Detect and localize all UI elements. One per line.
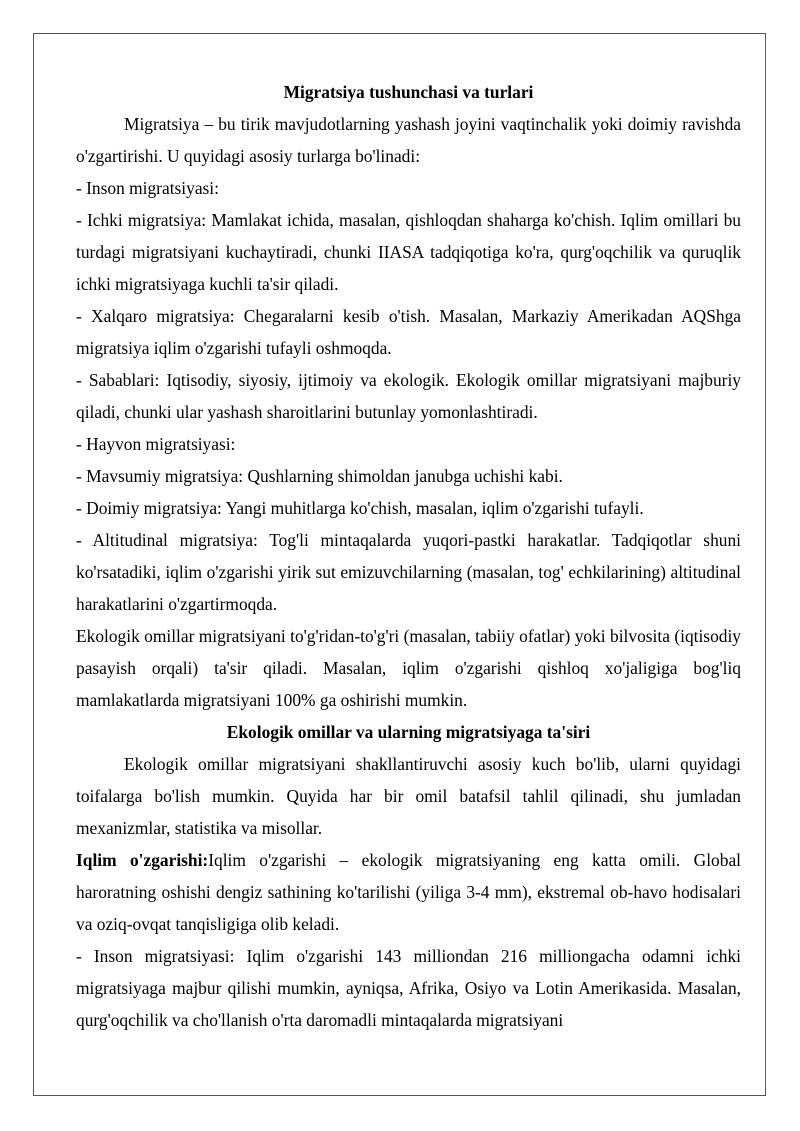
paragraph-climate-change bbox=[76, 844, 741, 940]
paragraph-ecological-factors: Ekologik omillar migratsiyani to'g'ridan-to'g'ri (masalan, tabiiy ofatlar) yoki bilvosita (iqtisodiy pasayish orqali) ta'sir qiladi. Masalan, iqlim o'zgarishi qishloq xo'jaligiga bog'liq mamlakatlarda migratsiyani 100% ga oshirishi mumkin. bbox=[76, 626, 741, 710]
list-item-human-migration-climate: - Inson migratsiyasi: Iqlim o'zgarishi 143 milliondan 216 milliongacha odamni ichki migratsiyaga majbur qilishi mumkin, ayniqsa, Afrika, Osiyo va Lotin Amerikasida. Masalan, qurg'oqchilik va cho'llanish o'rta daromadli mintaqalarda migratsiyani bbox=[76, 946, 741, 1030]
document-body bbox=[76, 76, 741, 1036]
paragraph-factor-categories: Ekologik omillar migratsiyani shakllantiruvchi asosiy kuch bo'lib, ularni quyidagi toifalarga bo'lish mumkin. Quyida har bir omil batafsil tahlil qilinadi, shu jumladan mexanizmlar, statistika va misollar. bbox=[76, 754, 741, 838]
climate-change-text: Iqlim o'zgarishi – ekologik migratsiyaning eng katta omili. Global haroratning oshishi dengiz sathining ko'tarilishi (yiliga 3-4 mm), ekstremal ob-havo hodisalari va oziq-ovqat tanqisligiga olib keladi. bbox=[76, 850, 741, 934]
list-item-permanent-migration: - Doimiy migratsiya: Yangi muhitlarga ko'chish, masalan, iqlim o'zgarishi tufayli. bbox=[76, 498, 644, 518]
list-item-causes: - Sabablari: Iqtisodiy, siyosiy, ijtimoiy va ekologik. Ekologik omillar migratsiyani majburiy qiladi, chunki ular yashash sharoitlarini butunlay yomonlashtiradi. bbox=[76, 370, 741, 422]
list-item-animal-migration: - Hayvon migratsiyasi: bbox=[76, 434, 236, 454]
list-item-seasonal-migration: - Mavsumiy migratsiya: Qushlarning shimoldan janubga uchishi kabi. bbox=[76, 466, 563, 486]
list-item-international-migration: - Xalqaro migratsiya: Chegaralarni kesib o'tish. Masalan, Markaziy Amerikadan AQShga migratsiya iqlim o'zgarishi tufayli oshmoqda. bbox=[76, 306, 741, 358]
section-heading-migration-types: Migratsiya tushunchasi va turlari bbox=[283, 82, 534, 102]
list-item-internal-migration: - Ichki migratsiya: Mamlakat ichida, masalan, qishloqdan shaharga ko'chish. Iqlim omillari bu turdagi migratsiyani kuchaytiradi, chunki IIASA tadqiqotiga ko'ra, qurg'oqchilik va quruqlik ichki migratsiyaga kuchli ta'sir qiladi. bbox=[76, 210, 741, 294]
paragraph-definition: Migratsiya – bu tirik mavjudotlarning yashash joyini vaqtinchalik yoki doimiy ravishda o'zgartirishi. U quyidagi asosiy turlarga bo'linadi: bbox=[76, 114, 741, 166]
section-heading-ecological-factors: Ekologik omillar va ularning migratsiyaga ta'siri bbox=[226, 722, 591, 742]
climate-change-term: Iqlim o'zgarishi: bbox=[76, 850, 209, 870]
list-item-altitudinal-migration: - Altitudinal migratsiya: Tog'li mintaqalarda yuqori-pastki harakatlar. Tadqiqotlar shuni ko'rsatadiki, iqlim o'zgarishi yirik sut emizuvchilarning (masalan, tog' echkilarining) altitudinal harakatlarini o'zgartirmoqda. bbox=[76, 530, 741, 614]
list-item-human-migration: - Inson migratsiyasi: bbox=[76, 178, 219, 198]
